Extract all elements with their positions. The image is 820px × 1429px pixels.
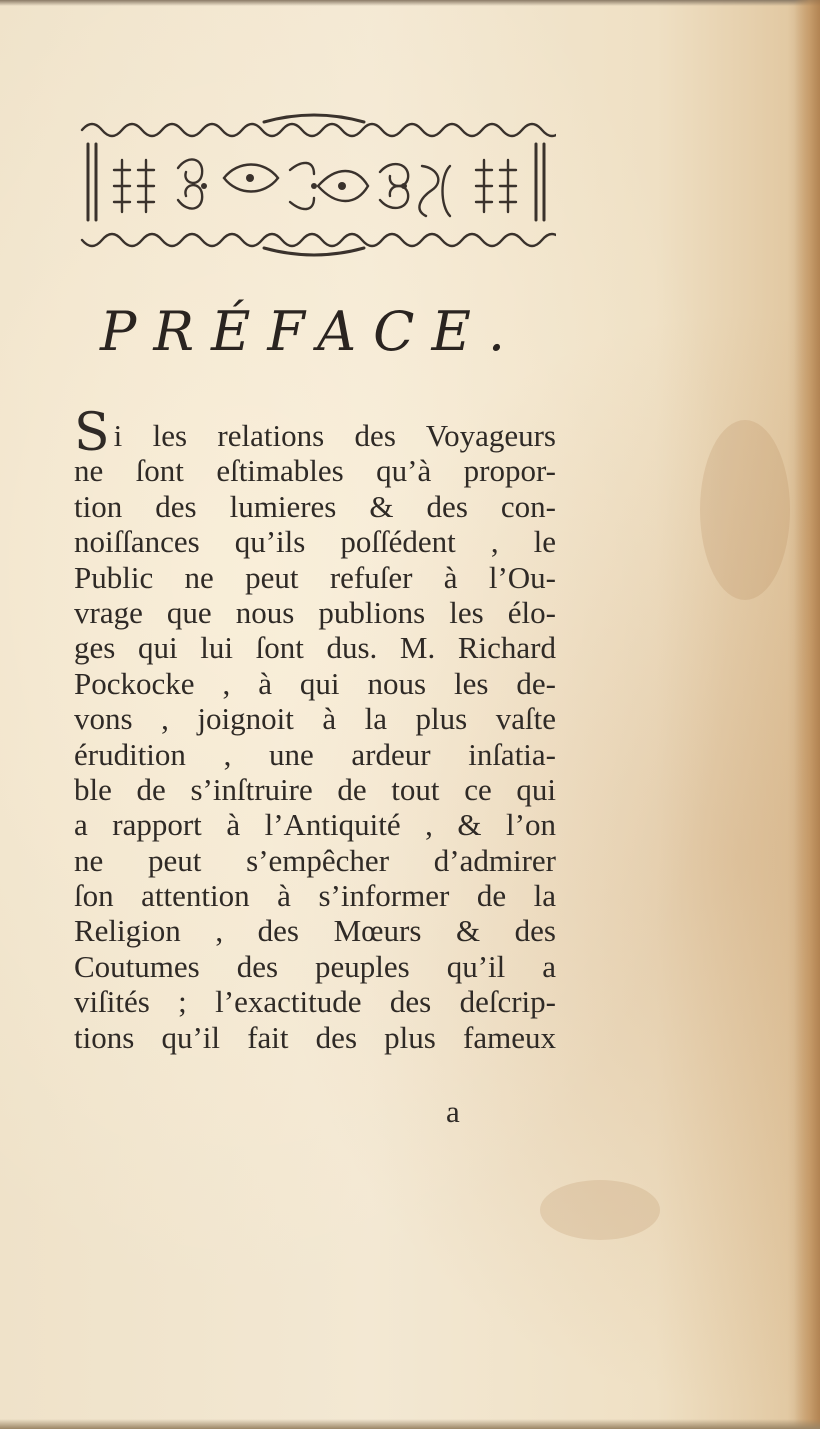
text-line: ges qui lui ſont dus. M. Richard [74, 630, 556, 666]
drop-cap: S [74, 403, 110, 463]
text-line: a rapport à l’Antiquité , & l’on [74, 807, 556, 843]
text-line: vons , joignoit à la plus vaſte [74, 701, 556, 737]
decorative-headpiece [74, 108, 556, 258]
text-line: viſités ; l’exactitude des deſcrip- [74, 984, 556, 1020]
paper-stain [540, 1180, 660, 1240]
text-line: Religion , des Mœurs & des [74, 913, 556, 949]
text-line: Pockocke , à qui nous les de- [74, 665, 556, 701]
text-line: Public ne peut refuſer à l’Ou- [74, 559, 556, 595]
text-line: Coutumes des peuples qu’il a [74, 948, 556, 984]
text-line: tions qu’il fait des plus fameux [74, 1019, 556, 1055]
text-line: tion des lumieres & des con- [74, 488, 556, 524]
text-line: ne peut s’empêcher d’admirer [74, 842, 556, 878]
text-line: noiſſances qu’ils poſſédent , le [74, 524, 556, 560]
page-right-edge [794, 0, 820, 1429]
paper-stain [700, 420, 790, 600]
page-title: PRÉFACE. [100, 300, 523, 363]
text-line: ſon attention à s’informer de la [74, 878, 556, 914]
preface-body [74, 403, 556, 1055]
text-line: vrage que nous publions les élo- [74, 594, 556, 630]
text-line: érudition , une ardeur inſatia- [74, 736, 556, 772]
text-line: ble de s’inſtruire de tout ce qui [74, 771, 556, 807]
page-top-edge [0, 0, 820, 6]
signature-mark: a [446, 1094, 460, 1129]
page-bottom-edge [0, 1419, 820, 1429]
text-line-1: Si les relations des Voyageurs [74, 403, 556, 463]
text-line: ne ſont eſtimables qu’à propor- [74, 453, 556, 489]
